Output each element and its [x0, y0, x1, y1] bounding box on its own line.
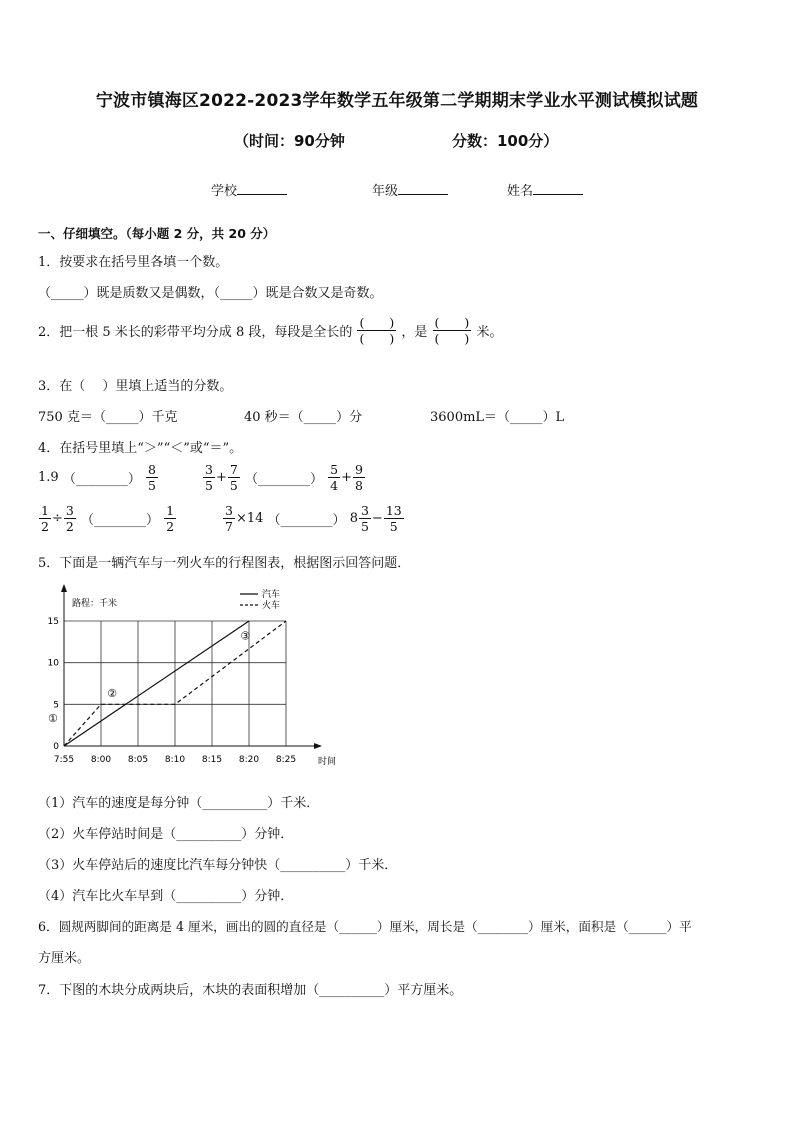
q3-a[interactable]: 750 克＝（_____）千克	[38, 410, 178, 425]
q5-stem: 5．下面是一辆汽车与一列火车的行程图表，根据图示回答问题．	[38, 556, 411, 571]
annotation-marker: ②	[107, 686, 118, 700]
legend-label: 汽车	[262, 590, 281, 600]
q4-blank[interactable]: （________）	[62, 472, 141, 487]
y-axis-arrow	[61, 584, 67, 592]
q2-line	[38, 315, 502, 346]
legend-label: 火车	[262, 601, 281, 611]
q4-operator: ×14	[235, 511, 264, 526]
time-limit: （时间：90分钟	[234, 132, 345, 150]
x-tick-label: 8:25	[275, 755, 297, 765]
name-blank[interactable]	[533, 180, 583, 195]
q5-sub3[interactable]: （3）火车停站后的速度比汽车每分钟快（__________）千米．	[38, 858, 398, 873]
q4-blank[interactable]: （________）	[267, 513, 346, 528]
annotation-marker: ①	[47, 711, 58, 725]
q4-fraction: $\frac{3}{7}$	[225, 503, 233, 534]
q4-decimal: 1.9	[38, 470, 59, 485]
school-label: 学校	[211, 184, 238, 199]
total-score: 分数：100分）	[452, 132, 559, 150]
q5-sub2[interactable]: （2）火车停站时间是（__________）分钟．	[38, 827, 294, 842]
q6-line2: 方厘米。	[38, 951, 91, 966]
q4-operator: −	[371, 511, 383, 526]
q4-fraction: $\frac{3}{5}$	[205, 462, 213, 493]
school-blank[interactable]	[237, 180, 287, 195]
q5-sub1[interactable]: （1）汽车的速度是每分钟（__________）千米．	[38, 796, 320, 811]
q2-fraction-blank-2[interactable]: $\frac{( )}{( )}$	[434, 315, 470, 346]
x-axis-arrow	[314, 743, 322, 749]
q4-item-2	[202, 462, 366, 493]
q4-fraction: $\frac{9}{8}$	[354, 462, 363, 493]
q6-line1[interactable]: 6．圆规两脚间的距离是 4 厘米，画出的圆的直径是（______）厘米，周长是（________）厘米，面积是（______）平	[38, 919, 692, 934]
x-tick-label: 8:10	[164, 755, 186, 765]
q3-b[interactable]: 40 秒＝（_____）分	[244, 410, 363, 425]
q2-mid: ，是	[401, 325, 428, 340]
x-tick-label: 7:55	[53, 755, 75, 765]
x-tick-label: 8:15	[201, 755, 223, 765]
q4-item-4	[222, 503, 405, 534]
x-tick-label: 8:05	[127, 755, 149, 765]
section-title: 一、仔细填空。（每小题 2 分，共 20 分）	[38, 226, 276, 241]
x-axis-label: 时间	[318, 757, 337, 767]
grade-blank[interactable]	[398, 180, 448, 195]
y-tick-label: 15	[47, 617, 59, 627]
q1-stem: 1．按要求在括号里各填一个数。	[38, 255, 229, 270]
q3-stem: 3．在（ ）里填上适当的分数。	[38, 379, 233, 394]
q4-operator: +	[215, 470, 227, 485]
exam-title: 宁波市镇海区2022-2023学年数学五年级第二学期期末学业水平测试模拟试题	[95, 91, 699, 111]
series-line-0	[64, 621, 249, 746]
q4-whole-number: 8	[349, 511, 358, 526]
q4-stem: 4．在括号里填上“＞”“＜”或“＝”。	[38, 441, 243, 456]
q7-stem[interactable]: 7．下图的木块分成两块后，木块的表面积增加（__________）平方厘米。	[38, 983, 463, 998]
school-field	[211, 180, 287, 199]
q1-part-a[interactable]: （_____）既是质数又是偶数，	[38, 286, 214, 301]
q4-fraction: $\frac{3}{5}$	[360, 503, 369, 534]
q2-fraction-blank-1[interactable]: $\frac{( )}{( )}$	[359, 315, 395, 346]
y-tick-label: 10	[47, 658, 59, 669]
y-tick-label: 0	[53, 742, 59, 752]
q4-fraction: $\frac{8}{5}$	[147, 462, 156, 493]
q1-part-b[interactable]: （_____）既是合数又是奇数。	[213, 286, 383, 301]
q2-post: 米。	[476, 325, 503, 340]
q1-answer-line	[38, 282, 383, 301]
q4-fraction: $\frac{3}{2}$	[65, 503, 74, 534]
grade-label: 年级	[372, 184, 399, 199]
grade-field	[372, 180, 448, 199]
q4-fraction: $\frac{13}{5}$	[385, 503, 402, 534]
q5-sub4[interactable]: （4）汽车比火车早到（__________）分钟．	[38, 889, 294, 904]
name-label: 姓名	[507, 184, 534, 199]
q4-blank[interactable]: （________）	[244, 472, 323, 487]
q2-pre: 2．把一根 5 米长的彩带平均分成 8 段，每段是全长的	[38, 325, 353, 340]
y-tick-label: 5	[53, 700, 59, 711]
x-tick-label: 8:20	[238, 755, 260, 765]
x-tick-label: 8:00	[90, 755, 112, 765]
q4-blank[interactable]: （________）	[80, 513, 159, 528]
q4-item-1	[38, 462, 159, 493]
q4-fraction: $\frac{1}{2}$	[41, 503, 49, 534]
q4-operator: ÷	[51, 511, 63, 526]
q4-item-3	[38, 503, 177, 534]
q4-fraction: $\frac{7}{5}$	[229, 462, 238, 493]
q4-fraction: $\frac{1}{2}$	[166, 503, 175, 534]
q4-fraction: $\frac{5}{4}$	[330, 462, 339, 493]
travel-chart	[30, 584, 350, 774]
annotation-marker: ③	[240, 629, 251, 643]
q4-operator: +	[341, 470, 352, 485]
name-field	[507, 180, 583, 199]
q3-c[interactable]: 3600mL＝（_____）L	[430, 410, 565, 425]
y-axis-label: 路程：千米	[72, 599, 118, 609]
